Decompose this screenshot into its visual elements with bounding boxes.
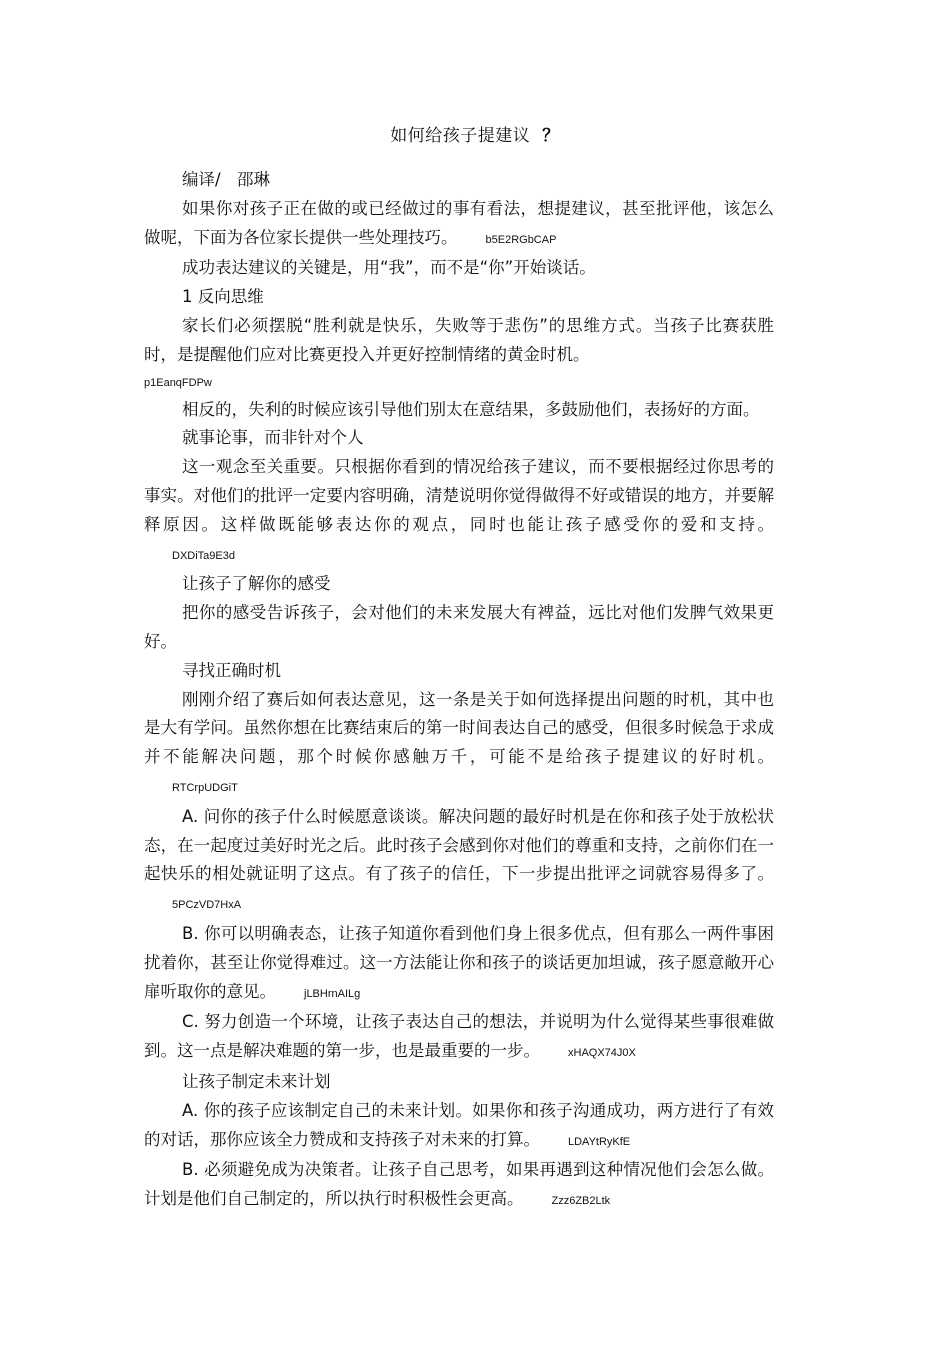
paragraph [144,453,774,570]
paragraph-text: A. 你的孩子应该制定自己的未来计划。如果你和孩子沟通成功，两方进行了有效的对话，那你应该全力赞成和支持孩子对未来的打算。 [144,1100,774,1149]
author-line: 编译/ 邵琳 [182,170,271,189]
list-item-c [144,1008,774,1068]
paragraph: 成功表达建议的关键是，用“我”，而不是“你”开始谈话。 [182,258,596,278]
paragraph: 家长们必须摆脱“胜利就是快乐，失败等于悲伤”的思维方式。当孩子比赛获胜时，是提醒他们应对比赛更投入并更好控制情绪的黄金时机。 [144,315,774,364]
section-heading: 1 反向思维 [182,287,264,307]
paragraph-text: 如果你对孩子正在做的或已经做过的事有看法，想提建议，甚至批评他，该怎么做呢，下面为各位家长提供一些处理技巧。 [144,198,774,247]
title-text: 如何给孩子提建议 [390,126,531,146]
paragraph: 相反的，失利的时候应该引导他们别太在意结果，多鼓励他们，表扬好的方面。 [182,399,760,419]
article-body [144,166,774,1216]
list-item-a [144,1097,774,1157]
list-item-b [144,920,774,1008]
doc-code: RTCrpUDGiT [172,781,238,794]
paragraph [144,686,774,803]
doc-code: b5E2RGbCAP [485,233,557,246]
doc-code: p1EanqFDPw [144,376,212,389]
paragraph-text: 刚刚介绍了赛后如何表达意见，这一条是关于如何选择提出问题的时机，其中也是大有学问。虽然你想在比赛结束后的第一时间表达自己的感受，但很多时候急于求成并不能解决问题，那个时候你感触万千，可能不是给孩子提建议的好时机。 [144,689,774,767]
doc-code: 5PCzVD7HxA [172,899,242,912]
paragraph-text: B. 你可以明确表态，让孩子知道你看到他们身上很多优点，但有那么一两件事困扰着你，甚至让你觉得难过。这一方法能让你和孩子的谈话更加坦诚，孩子愿意敞开心扉听取你的意见。 [144,923,774,1001]
section-heading: 让孩子了解你的感受 [182,574,331,594]
paragraph-text: 这一观念至关重要。只根据你看到的情况给孩子建议，而不要根据经过你思考的事实。对他们的批评一定要内容明确，清楚说明你觉得做得不好或错误的地方，并要解释原因。这样做既能够表达你的观点，同时也能让孩子感受你的爱和支持。 [144,457,774,534]
paragraph-text: B. 必须避免成为决策者。让孩子自己思考，如果再遇到这种情况他们会怎么做。计划是他们自己制定的，所以执行时积极性会更高。 [144,1160,774,1209]
section-heading: 让孩子制定未来计划 [182,1071,331,1091]
page-title [0,121,950,146]
section-heading: 就事论事，而非针对个人 [182,428,364,448]
doc-code: LDAYtRyKfE [568,1135,631,1148]
doc-code: DXDiTa9E3d [172,549,235,562]
paragraph: 把你的感受告诉孩子，会对他们的未来发展大有裨益，远比对他们发脾气效果更好。 [144,603,774,651]
doc-code: jLBHrnAILg [304,987,361,1000]
paragraph [144,195,774,255]
paragraph-text: C. 努力创造一个环境，让孩子表达自己的想法，并说明为什么觉得某些事很难做到。这一点是解决难题的第一步，也是最重要的一步。 [144,1012,774,1061]
list-item-b [144,1156,774,1216]
paragraph-text: A. 问你的孩子什么时候愿意谈谈。解决问题的最好时机是在你和孩子处于放松状态，在一起度过美好时光之后。此时孩子会感到你对他们的尊重和支持，之前你们在一起快乐的相处就证明了这点。有了孩子的信任，下一步提出批评之词就容易得多了。 [144,806,774,884]
doc-code: xHAQX74J0X [568,1047,636,1060]
doc-code: Zzz6ZB2Ltk [551,1195,611,1208]
section-heading: 寻找正确时机 [182,660,281,680]
list-item-a [144,803,774,920]
title-question-mark: ？ [542,126,560,146]
